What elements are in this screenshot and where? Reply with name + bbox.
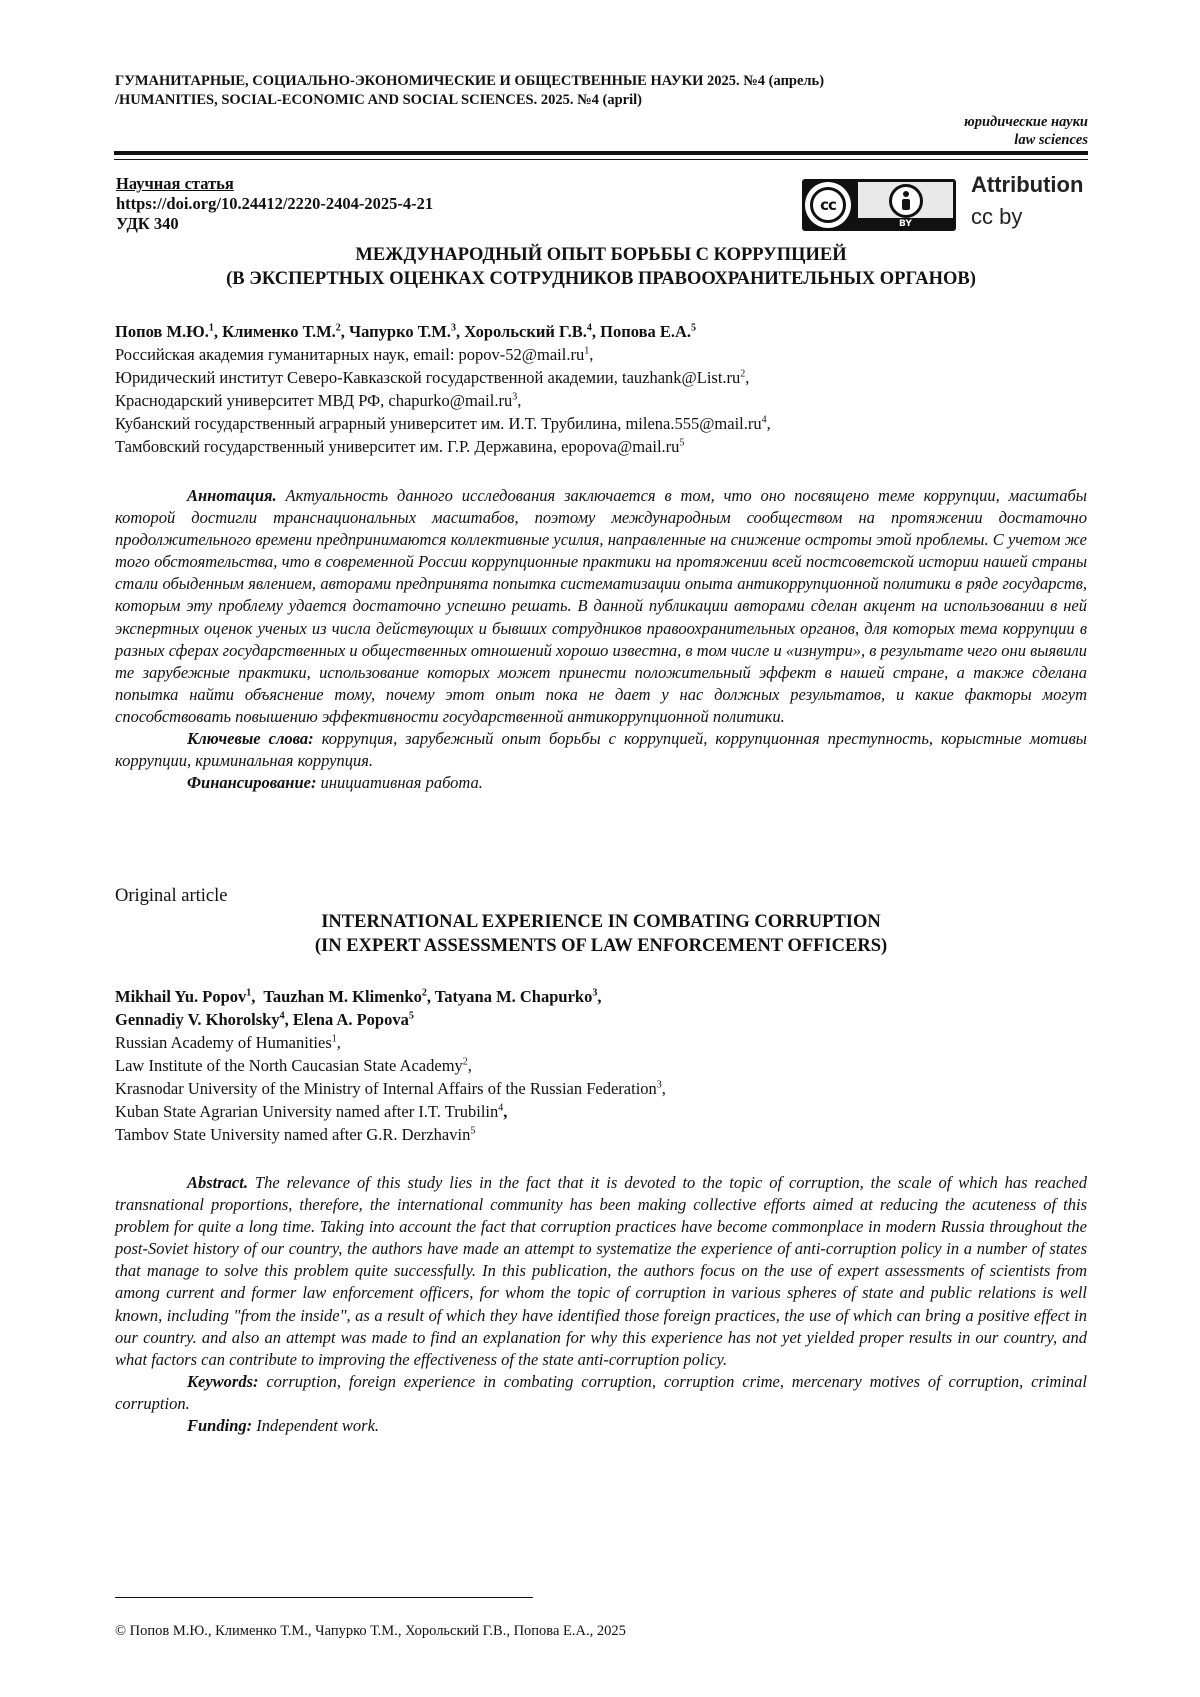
- author-name: Хорольский Г.В.: [464, 322, 587, 341]
- cc-icon: cc: [805, 182, 851, 228]
- title-en-line1: INTERNATIONAL EXPERIENCE IN COMBATING CORRUPTION: [321, 912, 881, 932]
- funding-en: Funding: Independent work.: [187, 1416, 380, 1436]
- license-cc-by: cc by: [971, 204, 1023, 229]
- header-rule-thick: [114, 151, 1088, 155]
- author-list-en-line1: Mikhail Yu. Popov$^1$, Tauzhan M. Klimenko$^2$, Tatyana M. Chapurko$^3$,: [115, 987, 602, 1006]
- abstract-en: [115, 1172, 1087, 1437]
- abstract-ru-paragraph: Аннотация. Актуальность данного исследования заключается в том, что оно посвящено теме коррупции, масштабы которой достигли транснациональных масштабов, поэтому международным сообществом на протяжении достаточно продолжительного времени предпринимаются коллективные усилия, направленные на снижение остроты этой проблемы. С учетом же того обстоятельства, что в современной России коррупционные практики на протяжении всей постсоветской истории нашей страны стали обыденным явлением, авторами предпринята попытка систематизации опыта антикоррупционной политики в ряде государств, которым эту проблему удается достаточно успешно решать. В данной публикации авторами сделан акцент на использовании в ней экспертных оценок ученых из числа действующих и бывших сотрудников правоохранительных органов, для которых тема коррупции в разных сферах государственных и общественных отношений хорошо известна, в том числе и «изнутри», в результате чего они выявили те зарубежные практики, использование которых может принести положительный эффект в нашей стране, а также сделана попытка найти объяснение тому, почему этот опыт пока не дает у нас должных результатов, и какие факторы могут способствовать повышению эффективности государственной антикоррупционной политики.: [115, 486, 1087, 726]
- author-list-en-line2: Gennadiy V. Khorolsky$^4$, Elena A. Popova$^5$: [115, 1010, 414, 1029]
- article-meta: [116, 174, 433, 234]
- affiliation-ru: Юридический институт Северо-Кавказской государственной академии, $tauzhank@List.ru^2$,: [115, 368, 750, 387]
- affiliation-en: Tambov State University named after G.R. Derzhavin$^5$: [115, 1125, 476, 1144]
- cc-badge-panel: [858, 182, 953, 218]
- keywords-en: Keywords: corruption, foreign experience in combating corruption, corruption crime, mercenary motives of corruption, criminal corruption.: [115, 1371, 1087, 1413]
- author-list-ru: Попов М.Ю.$^1$, Клименко Т.М.$^2$, Чапурко Т.М.$^3$, Хорольский Г.В.$^4$, Попова Е.А.$^5$: [115, 322, 697, 341]
- section-ru: юридические науки: [964, 114, 1088, 130]
- title-ru-line1: МЕЖДУНАРОДНЫЙ ОПЫТ БОРЬБЫ С КОРРУПЦИЕЙ: [355, 245, 847, 265]
- abstract-ru: [115, 485, 1087, 794]
- funding-ru: Финансирование: инициативная работа.: [187, 773, 483, 793]
- affiliation-ru: Российская академия гуманитарных наук, email: popov-$52@mail.ru^1$,: [115, 345, 594, 364]
- author-name: Попова Е.А.: [600, 322, 692, 341]
- title-en-line2: (IN EXPERT ASSESSMENTS OF LAW ENFORCEMENT OFFICERS): [314, 936, 888, 956]
- author-name: Клименко Т.М.: [222, 322, 336, 341]
- author-name: Попов М.Ю.: [115, 322, 209, 341]
- authors-ru: [115, 320, 771, 458]
- affiliation-en: Russian Academy of Humanities$^1$,: [115, 1033, 341, 1052]
- title-en: [114, 910, 1088, 958]
- footnote-rule: [115, 1597, 533, 1598]
- affiliation-ru: Кубанский государственный аграрный университет им. И.Т. Трубилина, $milena.555@mail.ru^4$,: [115, 414, 771, 433]
- doi-link[interactable]: https://doi.org/10.24412/2220-2404-2025-4-21: [116, 194, 434, 213]
- author-name: Чапурко Т.М.: [349, 322, 451, 341]
- keywords-ru: Ключевые слова: коррупция, зарубежный опыт борьбы с коррупцией, коррупционная преступность, корыстные мотивы коррупции, криминальная коррупция.: [115, 729, 1087, 771]
- title-ru: [114, 243, 1088, 291]
- affiliation-ru: Краснодарский университет МВД РФ, $chapurko@mail.ru^3$,: [115, 391, 522, 410]
- article-type-en: Original article: [115, 886, 228, 906]
- affiliation-ru: Тамбовский государственный университет им. Г.Р. Державина, $epopova@mail.ru^5$: [115, 437, 685, 456]
- journal-title-ru: ГУМАНИТАРНЫЕ, СОЦИАЛЬНО-ЭКОНОМИЧЕСКИЕ И ОБЩЕСТВЕННЫЕ НАУКИ 2025. №4 (апрель): [115, 73, 825, 89]
- udk-code: УДК 340: [116, 214, 179, 233]
- section-en: law sciences: [1014, 132, 1088, 148]
- person-icon: [889, 184, 923, 218]
- authors-en: [115, 985, 666, 1146]
- affiliation-en: Krasnodar University of the Ministry of Internal Affairs of the Russian Federation$^3$,: [115, 1079, 666, 1098]
- title-ru-line2: (В ЭКСПЕРТНЫХ ОЦЕНКАХ СОТРУДНИКОВ ПРАВООХРАНИТЕЛЬНЫХ ОРГАНОВ): [226, 269, 976, 289]
- copyright-footer: © Попов М.Ю., Клименко Т.М., Чапурко Т.М., Хорольский Г.В., Попова Е.А., 2025: [115, 1623, 626, 1639]
- journal-header: [115, 72, 824, 110]
- header-rule-thin: [114, 159, 1088, 160]
- cc-by-label: BY: [899, 219, 912, 229]
- license-attribution: Attribution: [971, 172, 1084, 197]
- affiliation-en: Law Institute of the North Caucasian State Academy$^2$,: [115, 1056, 472, 1075]
- journal-title-en: /HUMANITIES, SOCIAL-ECONOMIC AND SOCIAL SCIENCES. 2025. №4 (april): [115, 92, 642, 108]
- cc-by-badge[interactable]: [802, 179, 956, 231]
- article-type: Научная статья: [116, 174, 234, 193]
- section-label: [964, 113, 1088, 149]
- abstract-en-paragraph: Abstract. The relevance of this study lies in the fact that it is devoted to the topic of corruption, the scale of which has reached transnational proportions, therefore, the international community has been making collective efforts aimed at reducing the acuteness of this problem for quite a long time. Taking into account the fact that corruption practices have become commonplace in modern Russia throughout the post-Soviet history of our country, the authors have made an attempt to systematize the experience of anti-corruption policy in a number of states that manage to solve this problem quite successfully. In this publication, the authors focus on the use of expert assessments of scientists from among current and former law enforcement officers, for whom the topic of corruption in various spheres of state and public relations is well known, including "from the inside", as a result of which they have identified those foreign practices, the use of which can bring a positive effect in our country. and also an attempt was made to find an explanation for why this experience has not yet yielded proper results in our country, and what factors can contribute to improving the effectiveness of the state anti-corruption policy.: [115, 1173, 1087, 1369]
- affiliation-en: Kuban State Agrarian University named after I.T. Trubilin$^4$,: [115, 1102, 508, 1121]
